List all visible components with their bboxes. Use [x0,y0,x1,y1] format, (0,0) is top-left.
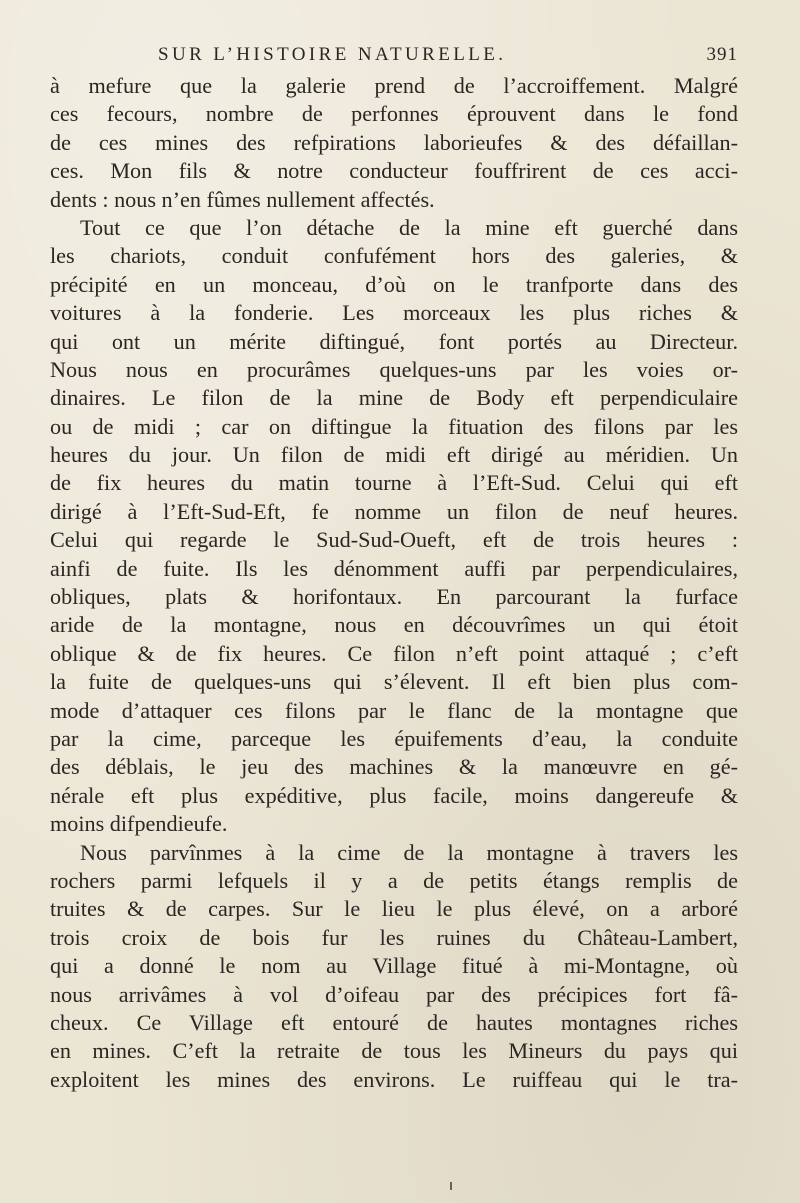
running-title: SUR L’HISTOIRE NATURELLE. [158,44,507,65]
text-line: ces fecours, nombre de perfonnes éprouvent dans le fond [50,101,738,127]
text-line: dirigé à l’Eft-Sud-Eft, fe nomme un filon de neuf heures. [50,498,738,524]
page-number: 391 [706,44,738,65]
text-line: cheux. Ce Village eft entouré de hautes montagnes riches [50,1009,738,1035]
text-line: par la cime, parceque les épuifements d’eau, la conduite [50,725,738,751]
text-line: oblique & de fix heures. Ce filon n’eft point attaqué ; c’eft [50,640,738,666]
text-line: précipité en un monceau, d’où on le tranfporte dans des [50,271,738,297]
page-mark [450,1182,452,1190]
text-line: ces. Mon fils & notre conducteur fouffrirent de ces acci- [50,158,738,184]
page-header [158,44,738,74]
text-line: en mines. C’eft la retraite de tous les Mineurs du pays qui [50,1038,738,1064]
text-line: voitures à la fonderie. Les morceaux les plus riches & [50,300,738,326]
text-line: Nous parvînmes à la cime de la montagne à travers les [80,839,738,865]
text-line: de fix heures du matin tourne à l’Eft-Sud. Celui qui eft [50,470,738,496]
text-line: moins difpendieufe. [50,811,228,837]
text-line: ainfi de fuite. Ils les dénomment auffi par perpendiculaires, [50,555,738,581]
text-line: obliques, plats & horifontaux. En parcourant la furface [50,584,738,610]
text-line: truites & de carpes. Sur le lieu le plus élevé, on a arboré [50,896,738,922]
text-line: Celui qui regarde le Sud-Sud-Oueft, eft de trois heures : [50,527,738,553]
text-line: mode d’attaquer ces filons par le flanc de la montagne que [50,697,738,723]
text-line: qui ont un mérite diftingué, font portés au Directeur. [50,328,738,354]
text-line: de ces mines des refpirations laborieufes & des défaillan- [50,129,738,155]
text-line: ou de midi ; car on diftingue la fituation des filons par les [50,413,738,439]
text-line: nous arrivâmes à vol d’oifeau par des précipices fort fâ- [50,981,738,1007]
text-line: qui a donné le nom au Village fitué à mi-Montagne, où [50,953,738,979]
body-text [50,72,738,1094]
text-line: dents : nous n’en fûmes nullement affectés. [50,186,435,212]
text-line: rochers parmi lefquels il y a de petits étangs remplis de [50,867,738,893]
text-line: la fuite de quelques-uns qui s’élevent. Il eft bien plus com- [50,669,738,695]
text-line: heures du jour. Un filon de midi eft dirigé au méridien. Un [50,442,738,468]
text-line: nérale eft plus expéditive, plus facile, moins dangereufe & [50,782,738,808]
text-line: Tout ce que l’on détache de la mine eft guerché dans [80,214,738,240]
text-line: des déblais, le jeu des machines & la manœuvre en gé- [50,754,738,780]
text-line: les chariots, conduit confufément hors des galeries, & [50,243,738,269]
text-line: exploitent les mines des environs. Le ruiffeau qui le tra- [50,1066,738,1092]
text-line: Nous nous en procurâmes quelques-uns par les voies or- [50,356,738,382]
text-line: à mefure que la galerie prend de l’accroiffement. Malgré [50,73,738,98]
text-line: trois croix de bois fur les ruines du Château-Lambert, [50,924,738,950]
text-line: aride de la montagne, nous en découvrîmes un qui étoit [50,612,738,638]
text-line: dinaires. Le filon de la mine de Body eft perpendiculaire [50,385,738,411]
